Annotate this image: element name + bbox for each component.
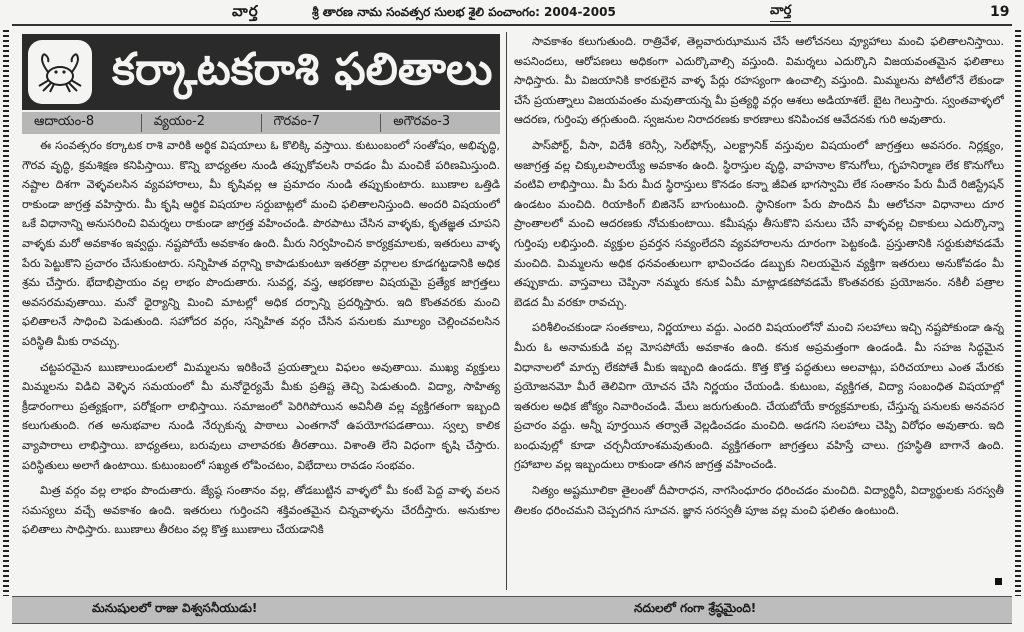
article-title-banner — [22, 34, 500, 110]
article-column-right — [514, 32, 1004, 588]
article-title: కర్కాటకరాశి ఫలితాలు — [112, 44, 493, 95]
page-footer — [12, 596, 1012, 624]
paragraph: చట్టపరమైన ఋణాలుండులలో మిమ్మలను ఇరికించే ప్రయత్నాలు విఫలం అవుతాయి. ముఖ్య వ్యక్తులు మిమ్మలను విడిచి వెళ్ళిన సమయంలో మీ మనోధైర్యమే మీకు ప్రతిష్ట తెచ్చి పెడుతుంది. విద్యా, సాహిత్య క్రీడారంగాలు ప్రత్యక్షంగా, పరోక్షంగా లాభిస్తాయి. సమాజంలో పెరిగిపోయిన అవినీతి వల్ల వ్యక్తిగతంగా ఇబ్బంది కలుగుతుంది. గత అనుభవాల నుండి నేర్చుకున్న పాఠాలు ఎంతగానో ఉపయోగపడతాయి. స్వల్ప కాలిక వ్యాపారాలు లాభిస్తాయి. బాధ్యతలు, బరువులు చాలావరకు తీరతాయి. విశాంతి లేని విధంగా కృషి చేస్తారు. పరిస్థితులు అలాగే ఉంటాయి. కుటుంబంలో సఖ్యత లోపించటం, విభేదాలు రావడం సంభవం. — [22, 360, 500, 472]
stats-row — [22, 112, 500, 134]
paragraph: ఈ సంవత్సరం కర్కాటక రాశి వారికి అర్థిక విషయాలు ఓ కొలిక్కి వస్తాయి. కుటుంబంలో సంతోషం, అభివృద్ధి, గౌరవ వృద్ధి, క్రమశిక్షణ కనిపిస్తాయి. కొన్ని బాధ్యతల నుండి తప్పుకోవలసి రావడం మీ మంచికే పరిణమిస్తుంది. నష్టాల దిశగా వెళ్ళవలసిన వ్యవహారాలు, మీ కృషివల్ల ఆ ప్రమాదం నుండి తప్పుకుంటారు. ఋణాల ఒత్తిడి రాకుండా జాగ్రత్త వహిస్తారు. మీ కృషి ఆర్థిక విషయాల సర్దుబాట్లలో మంచి ఫలితాలనిస్తుంది. అందరి విషయంలో ఒకే విధానాన్ని అనుసరించి విమర్శలు రాకుండా జాగ్రత్త వహించండి. పొరపాటు చేసిన వాళ్ళకు, కృతజ్ఞత చూపని వాళ్ళకు మరో అవకాశం ఇవ్వద్దు. నష్టపోయే అవకాశం ఉంది. మీరు నిర్వహించిన కార్యక్రమాలకు, ఇతరులు వాళ్ళ పేరు పెట్టుకొని ప్రచారం చేసుకుంటారు. సన్నిహిత వర్గాన్ని కాపాడుకుంటూ ఇతరత్రా వర్గాలల కూడగట్టడానికి అధిక శ్రమ చేస్తారు. భేదాభిప్రాయం వల్ల లాభం పొందుతారు. సువర్ణ, వస్త్ర, ఆభరణాల విషయమై ప్రత్యేక జాగ్రత్తలు అవసరమవుతాయి. మనో ధైర్యాన్ని మించి మాటల్లో అధిక దర్పాన్ని ప్రదర్శిస్తారు. ఇది కొంతవరకు మంచి ఫలితాలనే సాధించి పెడుతుంది. సహోదర వర్గం, సన్నిహిత వర్గం చేసిన పనులకు మూల్యం చెల్లించవలసిన పరిస్థితి మీకు రావచ్చు. — [22, 139, 500, 348]
paragraph: సావకాశం కలుగుతుంది. రాత్రివేళ, తెల్లవారుఝామున చేసే ఆలోచనలు వ్యూహాలు మంచి ఫలితాలనిస్తాయి. అపనిందలు, ఆరోపణలు అధికంగా ఎదుర్కొవాల్సి వస్తుంది. విమర్శలు ఎదుర్కొని విజయవంతమైన ఫలితాలు సాధిస్తారు. మీ విజయానికి కారకులైన వాళ్ళ పేర్లు రహస్యంగా ఉంచాల్సి వస్తుంది. మిమ్మలను పోటీలోనే లేకుండా చేసే ప్రయత్నాలు విజయవంతం మవుతాయన్న మీ ప్రత్యర్థి వర్గం ఆశలు అడియాశలే. బైట గెలుస్తారు. స్వంతవాళ్ళలో ఆదరణ, గుర్తింపు తగ్గుతుంది. స్వజనుల నిరాదరణకు కారణాలు కనిపించక ఆవేదనకు గురి అవుతారు. — [514, 35, 1004, 127]
paragraph: పాస్‌పోర్ట్, వీసా, విదేశీ కరెన్సీ, సెల్‌ఫోన్స్, ఎలక్ట్రానిక్ వస్తువుల విషయంలో జాగ్రత్తలు అవసరం. నిర్లక్ష్యం, అజాగ్రత్త వల్ల చిక్కులపాలయ్యే అవకాశం ఉంది. స్థిరాస్తుల వృద్ధి, వాహనాల కొనుగోలు, గృహనిర్మాణ లేక కొనుగోలు వంటివి లాభిస్తాయి. మీ పేరు మీద స్థిరాస్తులు కొనడం కన్నా జీవిత భాగస్వామి లేక సంతానం పేరు మీదే రిజిస్ట్రేషన్ ఉండటం మంచిది. రియాకింగ్ బిజినెస్ బాగుంటుంది. స్థానికంగా పేరు పొందిన మీ ఆలోచనా విధానాలు దూర ప్రాంతాలలో మంచి ఆదరణకు నోచుకుంటాయి. కమీషన్లు తీసుకొని పనులు చేసే వాళ్ళవల్ల చికాకులు ఎదుర్కొన్నా గుర్తింపు లభిస్తుంది. వ్యక్తుల ప్రవర్తన సవ్యంలేదని వ్యవహారాలను దూరంగా పెట్టకండి. ప్రస్తుతానికి సర్దుకుపోవడమే మంచిది. మిమ్మలను అధిక ధనవంతులుగా భావించడం డబ్బుకు నిలయమైన వ్యక్తిగా ఇతరులు అనుకోవడం మీ తప్పుకాదు. వాస్తవాలు చెప్పినా నమ్మరు కనుక ఏమీ మాట్లాడకపోవడమే కొంతవరకు ప్రయోజనం. నకిలీ పత్రాల బెడద మీ వరకూ రావచ్చు. — [514, 138, 1004, 309]
page-header — [12, 2, 1012, 26]
footer-quote-left: మనుషులలో రాజు విశ్వసనీయుడు! — [92, 601, 258, 615]
page-number: 19 — [990, 4, 1010, 20]
stat-expense: వ్యయం-2 — [141, 114, 261, 132]
stat-dishonor: అగౌరవం-3 — [380, 114, 500, 132]
brand-logo-left: వార్త — [232, 2, 259, 20]
stat-income: ఆదాయం-8 — [34, 114, 95, 129]
header-title: శ్రీ తారణ నామ సంవత్సర సులభ శైలి పంచాంగం: 2004-2005 — [312, 5, 616, 19]
footer-quote-right: నదులలో గంగా శ్రేష్ఠమైంది! — [634, 601, 757, 615]
brand-logo-right: వార్త — [770, 3, 791, 22]
stat-honor: గౌరవం-7 — [261, 114, 381, 132]
paragraph: మిత్ర వర్గం వల్ల లాభం పొందుతారు. జ్యేష్ఠ సంతానం వల్ల, తోడబుట్టిన వాళ్ళలో మీ కంటే పెద్ద వాళ్ళ వలన సమస్యలు వచ్చే అవకాశం ఉంది. ఇతరులు గుర్తించని శక్తివంతమైన చిన్నవాళ్ళను చేరదీస్తారు. అనుకూల ఫలితాలు సాధిస్తారు. ఋణాలు తీరటం వల్ల కొత్త ఋణాలు చేయడానికి — [22, 484, 500, 537]
decorative-border-left — [3, 30, 9, 596]
zodiac-logo — [28, 40, 92, 104]
paragraph: పరిశీలించకుండా సంతకాలు, నిర్ణయాలు వద్దు. ఎందరి విషయంలోనో మంచి సలహాలు ఇచ్చి నష్టపోకుండా ఉన్న మీరు ఓ అనామకుడి వల్ల మోసపోయే అవకాశం ఉంది. కనుక అప్రమత్తంగా ఉండండి. మీ సహజ సిద్ధమైన విధానాలలో మార్పు లేకపోతే మీకు ఇబ్బంది ఉండదు. కొత్త కొత్త పద్ధతులు అలవాట్లు, పరిచయాలు ఎంత మేరకు ప్రయోజనమో మీరే తెలివిగా యోచన చేసి నిర్ణయం చేయండి. కుటుంబ, వ్యక్తిగత, విద్యా సంబంధిత విషయాల్లో ఇతరుల అధిక జోక్యం నివారించండి. మేలు జరుగుతుంది. చేయబోయే కార్యక్రమాలకు, చేస్తున్న పనులకు అనవసర ప్రచారం వద్దు. అన్నీ పూర్తయిన తర్వాతే వెల్లడించడం మంచిది. అడగని సలహాలు చెప్పి విరోధం అవుతారు. ఇది బంధువుల్లో కూడా చర్చనీయాంశమవుతుంది. వ్యక్తిగతంగా జాగ్రత్తలు వహిస్తే చాలు. గ్రహస్థితి బాగానే ఉంది. గ్రహాబాల వల్ల ఇబ్బందులు రాకుండా తగిన జాగ్రత్త వహించండి. — [514, 321, 1004, 472]
decorative-border-right — [1015, 30, 1021, 596]
crab-icon — [34, 50, 86, 94]
end-of-article-mark — [995, 578, 1002, 585]
article-column-left — [22, 136, 500, 588]
column-divider — [506, 32, 507, 590]
paragraph: నిత్యం అష్టమూలికా తైలంతో దీపారాధన, నాగసింధూరం ధరించడం మంచిది. విద్యార్థినీ, విద్యార్థులకు సరస్వతీ తిలకం ధరించమని చెప్పదగిన సూచన. జ్ఞాన సరస్వతీ పూజ వల్ల మంచి ఫలితం ఉంటుంది. — [514, 484, 1004, 517]
